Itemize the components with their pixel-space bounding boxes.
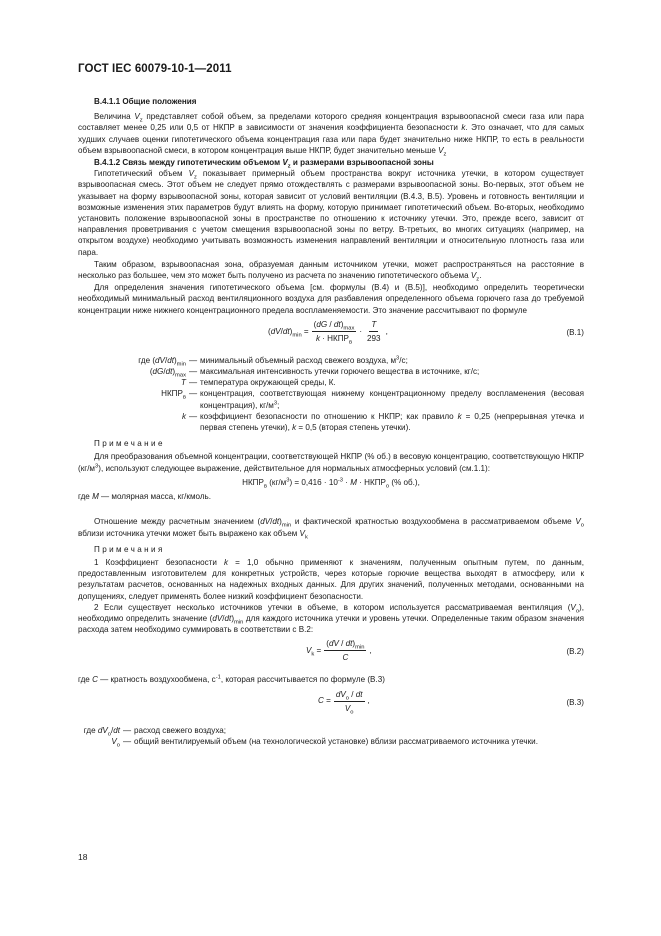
section-title-b412: В.4.1.2 Связь между гипотетическим объемом $V_z$ и размерами взрывоопасной зоны <box>94 158 434 170</box>
formula-b1-temp-fraction: $\frac{T}{293}$ <box>367 319 381 343</box>
definition-row: $НКПР_в$ — концентрация, соответствующая нижнему концентрационному пределу воспламенения (весовая концентрация), $кг/м^3$; <box>161 389 584 410</box>
formula-b1-lhs: $(dV/dt)_{min}$ = <box>268 326 309 339</box>
note1-text: Для преобразования объемной концентрации, соответствующей НКПР (% об.) в весовую концентрацию, соответствующую НКПР $(кг/м^3)$, используют следующее выражение, действительное для нормальных атмосферных условий (см.1.1): <box>78 452 584 473</box>
paragraph-b412-2: Таким образом, взрывоопасная зона, образуемая данным источником утечки, может распространяться на расстояние в несколько раз большее, чем это может быть получено из расчета по значению гипотетического объема $V_z$. <box>78 259 584 283</box>
note1-formula: $НКПР_в$ $(кг/м^3) = 0,416 \cdot 10^{-3} \cdot M$ · $НКПР_о$ (% об.), <box>242 477 420 490</box>
note-item-1: 1 Коэффициент безопасности k = 1,0 обычно применяют к значениям, полученным опытным путем, по данным, предоставленным изготовителем для конкретных устройств, через которые горючие вещества выходят в атмосферу, или к результатам расчетов, основанных на надежных входных данных. Для других значений, полученных методами, основанными на допущениях, следует применять более низкий коэффициент безопасности. <box>78 557 584 601</box>
formula-b1-number: (В.1) <box>566 327 584 337</box>
definition-row: k — коэффициент безопасности по отношению к НКПР; как правило k = 0,25 (непрерывная утечка и первая степень утечки), k = 0,5 (вторая степень утечки). <box>181 411 584 433</box>
definitions-b1 <box>78 355 584 433</box>
definitions-b3 <box>78 725 584 747</box>
formula-b2-number: (В.2) <box>566 647 584 657</box>
c-definition-line: где C — кратность воздухообмена, $с^{-1}$, которая рассчитывается по формуле (В.3) <box>78 674 385 685</box>
note1-where: где M — молярная масса, кг/кмоль. <box>78 492 212 502</box>
page-number: 18 <box>78 852 88 862</box>
note-title: Примечание <box>94 439 165 449</box>
paragraph-b411: Величина $V_z$ представляет собой объем, за пределами которого средняя концентрация взрывоопасной смеси газа или пара составляет менее 0,25 или 0,5 от НКПР в зависимости от значения коэффициента безопасности k. Это означает, что для самых худших случаев оценки гипотетического объема концентрация газа или пара будет значительно ниже НКПР, то есть в реальности объем взрывоопасной смеси, в котором концентрация выше НКПР, будет значительно меньше $V_z$ <box>78 112 584 158</box>
formula-b2-fraction: $\frac{(dV / dt)_{min}}{C}$ <box>326 639 365 663</box>
formula-b3-lhs: C = <box>318 696 331 706</box>
document-header: ГОСТ IEC 60079-10-1—2011 <box>78 63 232 75</box>
section-title-b411: В.4.1.1 Общие положения <box>94 97 197 106</box>
definition-row: $V_o$ — общий вентилируемый объем (на технологической установке) вблизи рассматриваемого источника утечки. <box>111 736 538 749</box>
definition-row: где $dV_o/dt$ — расход свежего воздуха; <box>83 725 227 738</box>
formula-b2: $V_k$ = $\frac{(dV / dt)_{min}}{C}$ , (В.2) <box>306 639 584 663</box>
formula-b3-fraction: $\frac{dV_o / dt}{V_o}$ <box>335 689 363 716</box>
paragraph-b412-1: Гипотетический объем $V_z$ показывает примерный объем пространства вокруг источника утечки, в котором существует взрывоопасная смесь. Этот объем не следует прямо отождествлять с размерами взрывоопасной зоны. Во-первых, этот объем не указывает на форму взрывоопасной зоны, которая зависит от условий вентиляции (В.4.3, В.5). Уровень и готовность вентиляции и возможные изменения этих параметров будут влиять на форму, которую принимает гипотетический объем. Во-вторых, необходимо установить положение взрывоопасной зоны в пространстве по отношению к источнику утечки. Это, прежде всего, зависит от направления проветривания с учетом смещения взрывоопасной зоны по ветру. В-третьих, во многих ситуациях (например, на открытом воздухе) необходимо учитывать возможность изменения направлений вентиляции и относительную плотность газа или пара. <box>78 169 584 257</box>
formula-b1: $(dV/dt)_{min}$ = $\frac{(dG / dt)_{max}}{k \cdot НКПР_в}$ · $\frac{T}{293}$ , (В.1) <box>268 319 584 346</box>
formula-b1-fraction: $\frac{(dG / dt)_{max}}{k \cdot НКПР_в}$ <box>313 319 355 346</box>
definition-row: где $(dV/dt)_{min}$ — минимальный объемный расход свежего воздуха, $м^3/с$; <box>138 355 408 368</box>
definition-row: T — температура окружающей среды, К. <box>181 378 336 388</box>
document-content <box>78 96 584 751</box>
formula-b3-number: (В.3) <box>566 697 584 707</box>
relation-paragraph: Отношение между расчетным значением $(dV/dt)_{min}$ и фактической кратностью воздухообмена в рассматриваемом объеме $V_о$ вблизи источника утечки может быть выражено как объем $V_k$ <box>78 517 584 541</box>
definition-row: $(dG/dt)_{max}$ — максимальная интенсивность утечки горючего вещества в источнике, кг/с; <box>149 367 480 379</box>
note-item-2: 2 Если существует несколько источников утечки в объеме, в котором используется рассматриваемая вентиляция $(V_о)$, необходимо определить значение $(dV/dt)_{min}$ для каждого источника утечки и уровень утечки. Определенные таким образом значения расхода затем необходимо суммировать в соответствии с В.2: <box>78 602 585 635</box>
formula-b2-lhs: $V_k$ = <box>306 646 322 658</box>
paragraph-b412-3: Для определения значения гипотетического объема [см. формулы (В.4) и (В.5)], необходимо определить теоретически необходимый минимальный расход вентиляционного воздуха для разбавления определенного объема горючего газа до требуемой концентрации ниже нижнего концентрационного предела воспламеняемости. Это значение рассчитывают по формуле <box>78 283 584 315</box>
formula-b3: C = $\frac{dV_o / dt}{V_o}$ , (В.3) <box>318 689 584 716</box>
notes-title: Примечания <box>94 544 165 554</box>
